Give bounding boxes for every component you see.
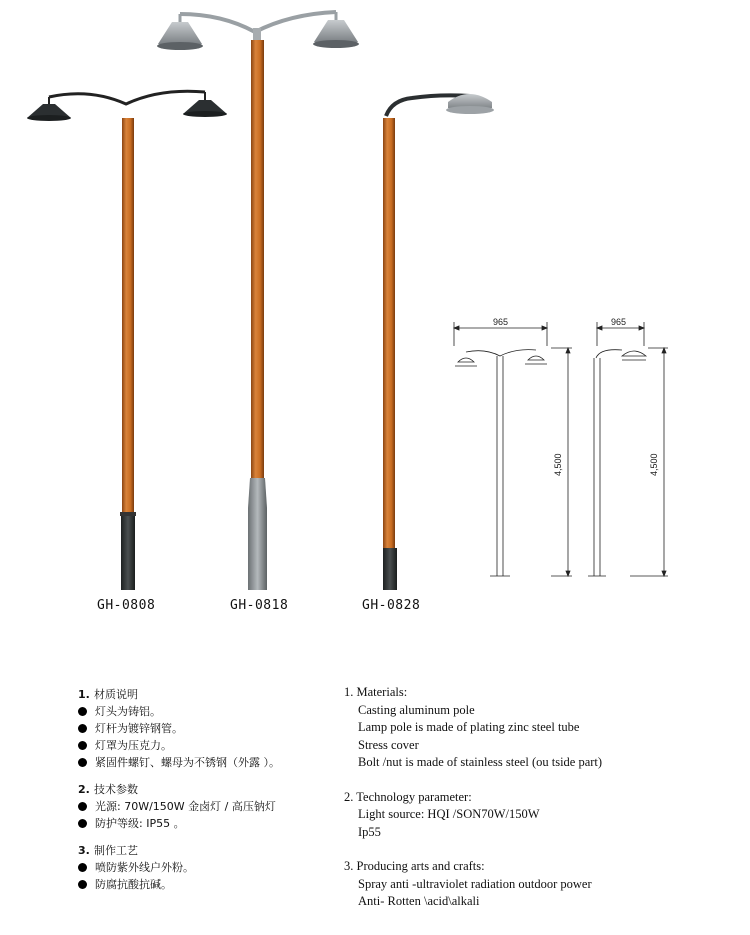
cn-bullet: 防腐抗酸抗碱。 <box>78 876 338 893</box>
cn-section-1-heading: 1. 材质说明 <box>78 688 138 701</box>
bullet-icon <box>78 863 87 872</box>
bullet-icon <box>78 724 87 733</box>
bullet-icon <box>78 802 87 811</box>
cn-bullet: 喷防紫外线户外粉。 <box>78 859 338 876</box>
cn-section-3-heading: 3. 制作工艺 <box>78 844 138 857</box>
en-section-3-heading: 3. Producing arts and crafts: <box>344 859 485 873</box>
cn-bullet: 灯杆为镀锌钢管。 <box>78 720 338 737</box>
single-width-label: 965 <box>611 317 627 327</box>
double-width-label: 965 <box>493 317 509 327</box>
single-height-label: 4,500 <box>649 453 659 476</box>
en-section-2-heading: 2. Technology parameter: <box>344 789 472 804</box>
en-item: Stress cover <box>358 737 419 752</box>
en-item: Spray anti -ultraviolet radiation outdoor power <box>358 876 592 891</box>
lamp-gh-0818 <box>157 12 359 590</box>
bullet-icon <box>78 741 87 750</box>
en-item: Light source: HQI /SON70W/150W <box>358 807 540 821</box>
english-spec-section <box>344 684 744 911</box>
cn-section-2-heading: 2. 技术参数 <box>78 783 138 796</box>
cn-bullet: 灯罩为压克力。 <box>78 737 338 754</box>
en-section-1-heading: 1. Materials: <box>344 685 408 699</box>
en-item: Anti- Rotten \acid\alkali <box>358 894 480 908</box>
cn-bullet: 防护等级: IP55 。 <box>78 815 338 832</box>
model-label-gh-0818: GH-0818 <box>230 598 289 613</box>
bullet-icon <box>78 758 87 767</box>
double-height-label: 4,500 <box>553 453 563 476</box>
bullet-icon <box>78 819 87 828</box>
cn-bullet: 灯头为铸铝。 <box>78 703 338 720</box>
bullet-icon <box>78 880 87 889</box>
dimension-drawing-single <box>588 322 668 576</box>
cn-bullet: 紧固件螺钉、螺母为不锈钢（外露 ）。 <box>78 754 338 771</box>
en-item: Ip55 <box>358 824 381 839</box>
model-label-gh-0808: GH-0808 <box>97 598 156 613</box>
lamp-gh-0828 <box>383 94 494 590</box>
cn-bullet: 光源: 70W/150W 金卤灯 / 高压钠灯 <box>78 798 338 815</box>
dimension-drawing-double <box>454 322 572 576</box>
en-item: Bolt /nut is made of stainless steel (ou tside part) <box>358 755 603 769</box>
model-label-gh-0828: GH-0828 <box>362 598 421 613</box>
bullet-icon <box>78 707 87 716</box>
chinese-spec-section <box>78 686 338 893</box>
en-item: Lamp pole is made of plating zinc steel tube <box>358 720 580 734</box>
lamp-gh-0808 <box>27 91 227 590</box>
en-item: Casting aluminum pole <box>358 702 475 717</box>
